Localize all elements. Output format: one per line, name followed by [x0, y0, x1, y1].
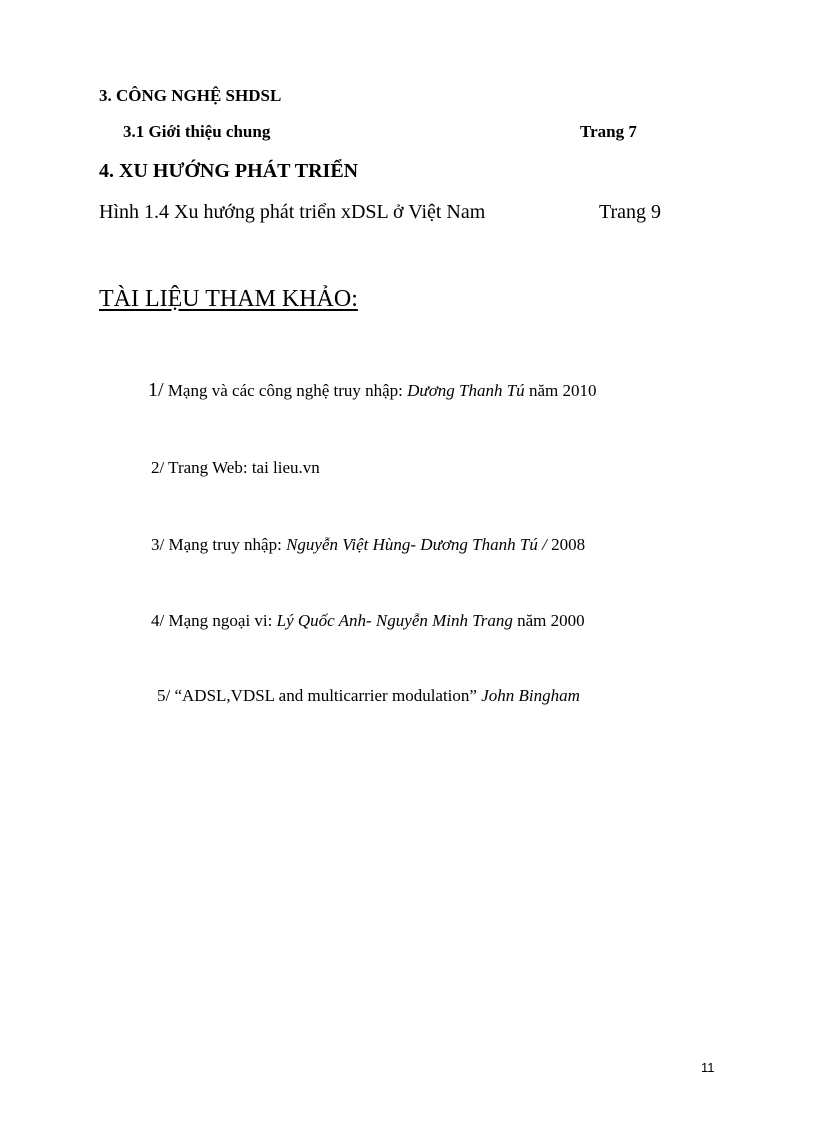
reference-number: 1/ [148, 379, 164, 401]
references-title: TÀI LIỆU THAM KHẢO: [99, 286, 358, 312]
section-3-1-page: Trang 7 [580, 122, 637, 141]
reference-item-1 [148, 379, 596, 402]
figure-1-4-page: Trang 9 [599, 201, 662, 223]
reference-item-2 [151, 458, 320, 478]
reference-item-4 [151, 611, 585, 631]
reference-tail: 2008 [551, 535, 586, 554]
page-number: 11 [701, 1060, 715, 1075]
section-3-heading: 3. CÔNG NGHỆ SHDSL [99, 86, 282, 105]
reference-item-3 [151, 535, 585, 555]
reference-text: Mạng và các công nghệ truy nhập: [163, 381, 408, 400]
reference-number: 4/ [151, 611, 165, 630]
reference-number: 3/ [151, 535, 165, 554]
reference-text: “ADSL,VDSL and multicarrier modulation” [170, 686, 482, 705]
reference-tail: năm 2010 [524, 381, 597, 400]
reference-author: John Bingham [481, 686, 580, 705]
reference-number: 2/ [151, 458, 165, 477]
reference-item-5 [157, 686, 580, 706]
reference-author: Lý Quốc Anh- Nguyễn Minh Trang [276, 611, 513, 630]
reference-tail: năm 2000 [512, 611, 585, 630]
figure-1-4-label: Hình 1.4 Xu hướng phát triển xDSL ở Việt Nam [99, 201, 486, 223]
reference-number: 5/ [157, 686, 171, 705]
reference-text: Mạng ngoại vi: [164, 611, 277, 630]
reference-text: Mạng truy nhập: [164, 535, 287, 554]
section-3-1-label: 3.1 Giới thiệu chung [123, 122, 271, 141]
reference-author: Nguyễn Việt Hùng- Dương Thanh Tú / [286, 535, 552, 554]
reference-text: Trang Web: tai lieu.vn [164, 458, 320, 477]
reference-author: Dương Thanh Tú [407, 381, 525, 400]
section-4-heading: 4. XU HƯỚNG PHÁT TRIỂN [99, 160, 359, 182]
